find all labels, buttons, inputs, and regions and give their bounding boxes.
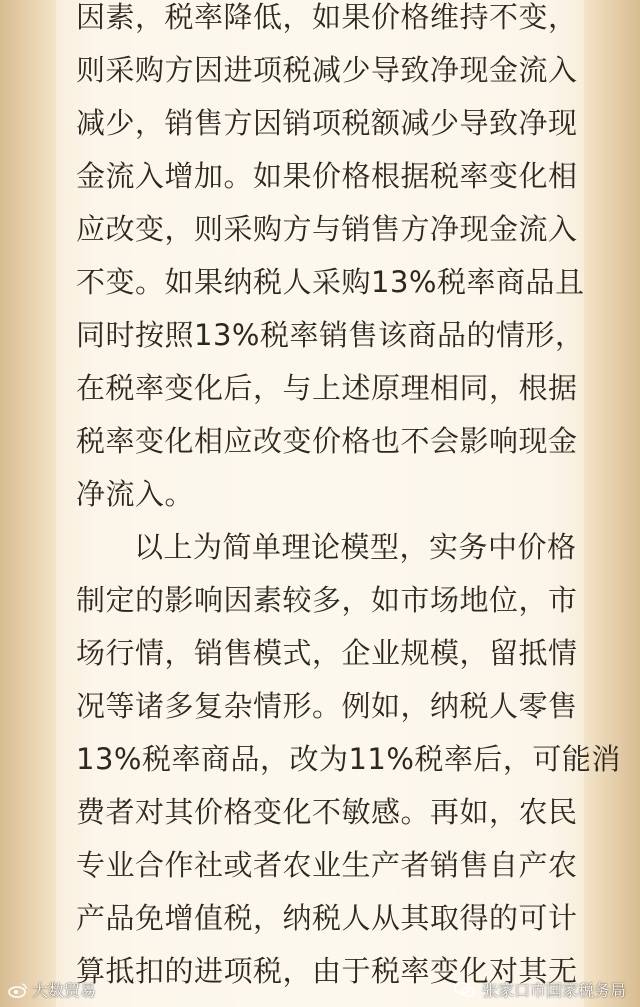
paragraph-first-line: 以上为简单理论模型，实务中价格 <box>134 530 577 564</box>
source-watermark-left <box>8 978 96 1001</box>
weibo-logo-icon <box>8 982 28 998</box>
left-border-band <box>0 0 56 1007</box>
text-line: 13%税率商品，改为11%税率后，可能消 <box>76 742 621 776</box>
text-line: 净流入。 <box>76 477 195 511</box>
text-line: 算抵扣的进项税，由于税率变化对其无 <box>76 954 578 988</box>
text-line: 产品免增值税，纳税人从其取得的可计 <box>76 901 578 935</box>
watermark-left-text: 大数贸易 <box>32 981 97 1000</box>
text-line: 费者对其价格变化不敏感。再如，农民 <box>76 795 578 829</box>
text-line: 制定的影响因素较多，如市场地位，市 <box>76 583 578 617</box>
text-line: 因素，税率降低，如果价格维持不变， <box>76 0 578 34</box>
watermark-right-text: 张家口市国家税务局 <box>481 981 626 1000</box>
text-line: 在税率变化后，与上述原理相同，根据 <box>76 371 578 405</box>
text-line: 应改变，则采购方与销售方净现金流入 <box>76 212 578 246</box>
text-line: 专业合作社或者农业生产者销售自产农 <box>76 848 578 882</box>
wechat-logo-icon <box>454 981 476 999</box>
text-line: 同时按照13%税率销售该商品的情形， <box>76 318 585 352</box>
right-border-band <box>584 0 640 1007</box>
text-line: 况等诸多复杂情形。例如，纳税人零售 <box>76 689 578 723</box>
text-line: 税率变化相应改变价格也不会影响现金 <box>76 424 578 458</box>
text-line: 金流入增加。如果价格根据税率变化相 <box>76 159 578 193</box>
text-line: 不变。如果纳税人采购13%税率商品且 <box>76 265 585 299</box>
text-line: 场行情，销售模式，企业规模，留抵情 <box>76 636 578 670</box>
text-line: 则采购方因进项税减少导致净现金流入 <box>76 53 578 87</box>
text-line: 减少，销售方因销项税额减少导致净现 <box>76 106 578 140</box>
source-watermark-right <box>454 978 626 1001</box>
